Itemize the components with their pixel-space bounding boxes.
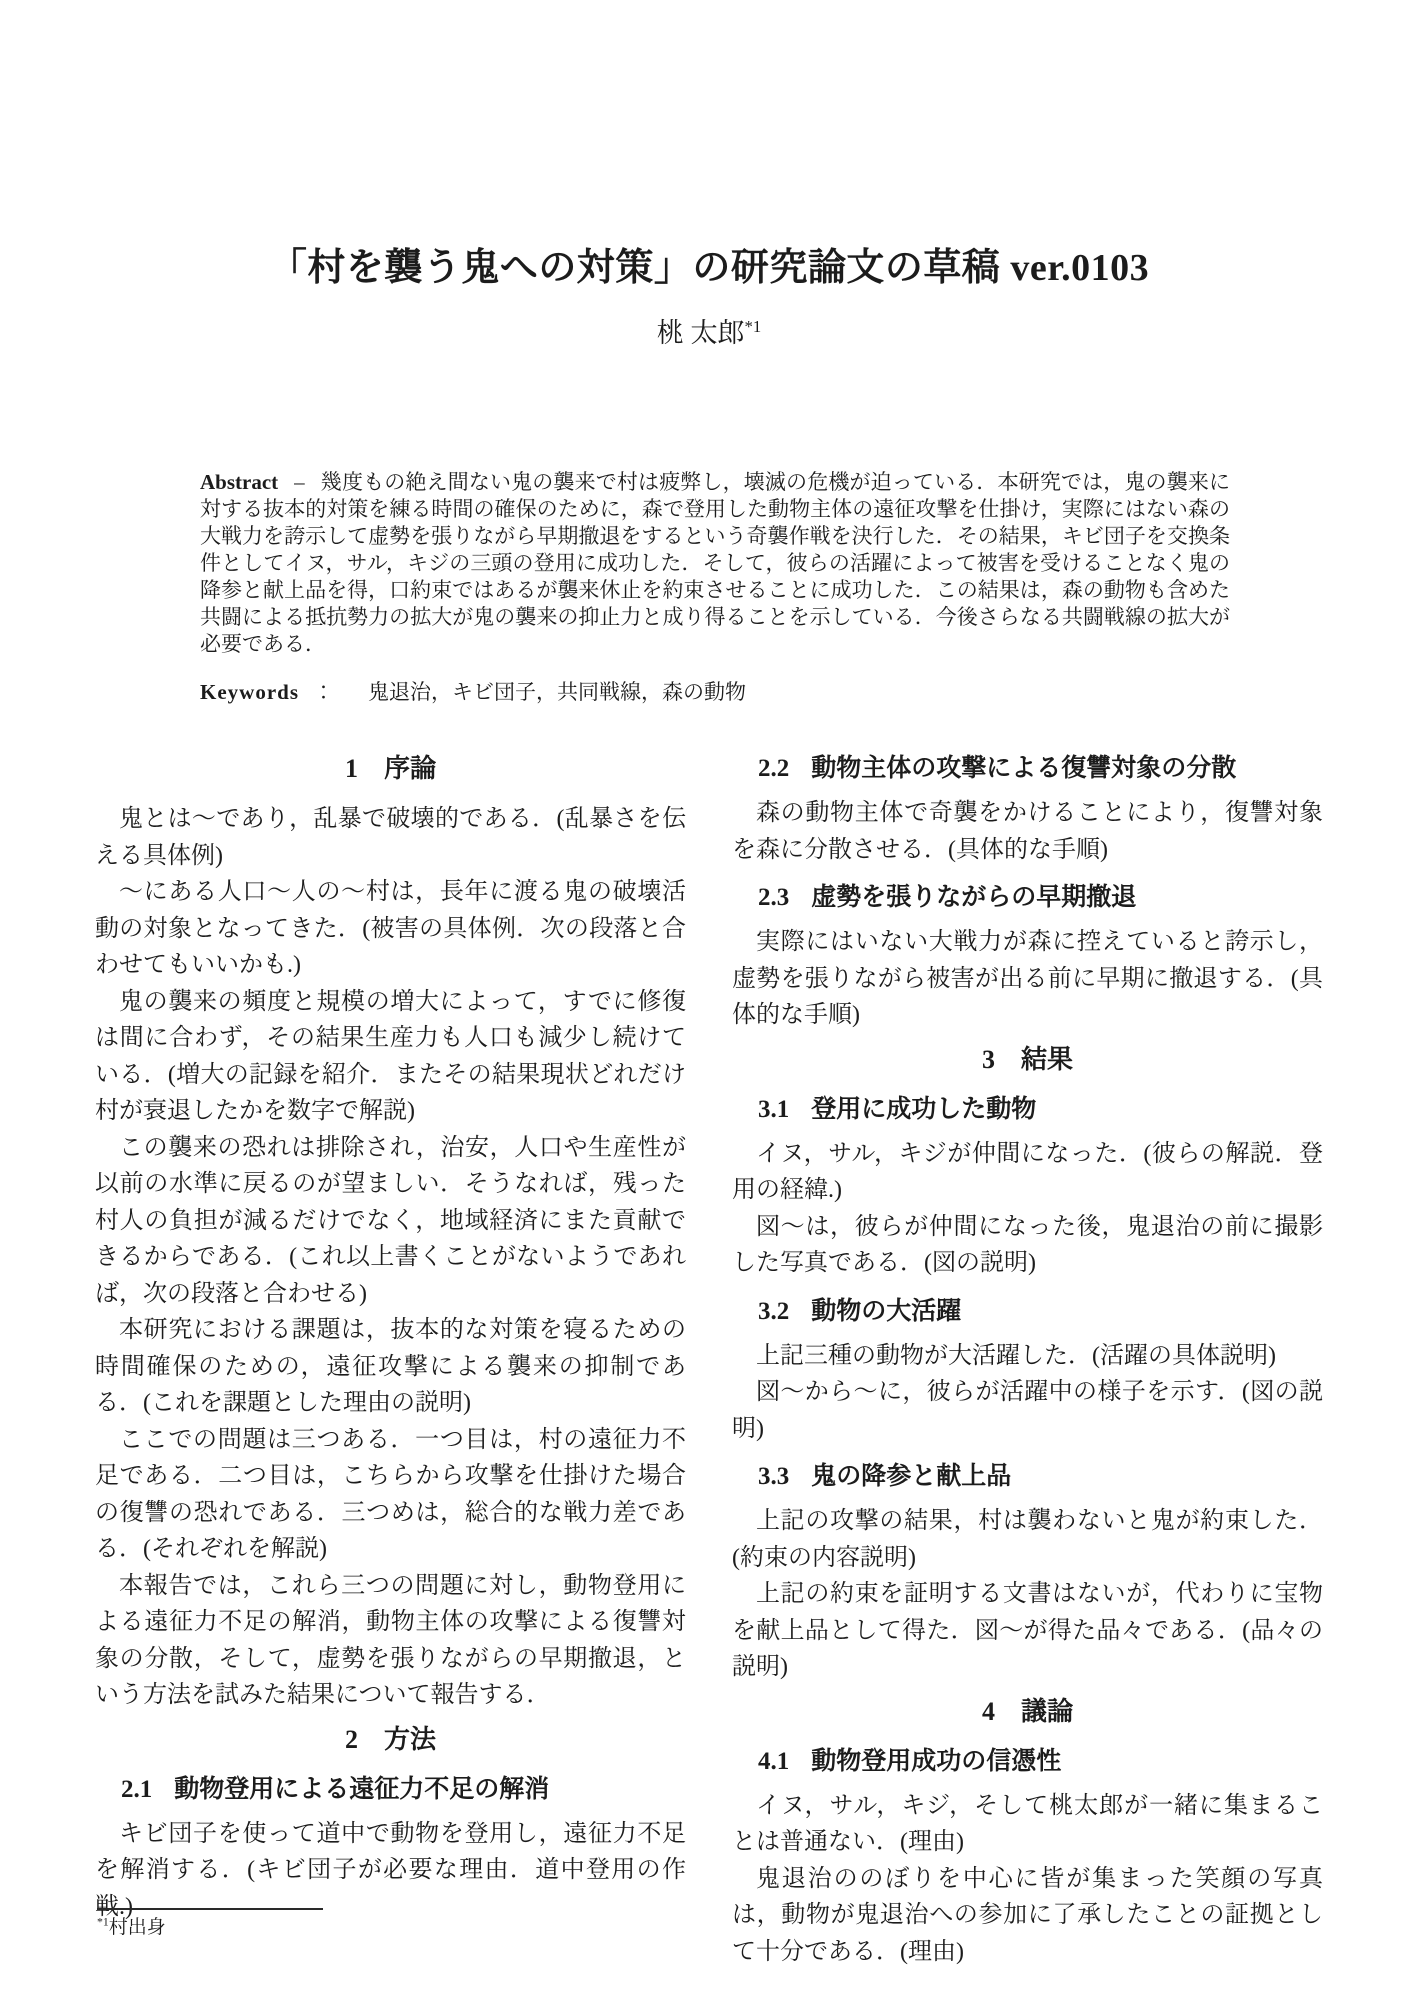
intro-paragraph: 鬼の襲来の頻度と規模の増大によって，すでに修復は間に合わず，その結果生産力も人口も減少し続けている．(増大の記録を紹介．またその結果現状どれだけ村が衰退したかを数字で解説) (95, 988, 687, 1124)
section-title: 序論 (383, 754, 436, 783)
section-number: 4 (981, 1696, 995, 1726)
results-paragraph: 上記の攻撃の結果，村は襲わないと鬼が約束した．(約束の内容説明) (732, 1508, 1323, 1571)
section-title: 結果 (1020, 1044, 1073, 1074)
subsection-title: 虚勢を張りながらの早期撤退 (811, 884, 1137, 911)
author-name: 桃 太郎 (656, 318, 745, 348)
method-paragraph: 実際にはいない大戦力が森に控えていると誇示し，虚勢を張りながら被害が出る前に早期に撤退する．(具体的な手順) (732, 929, 1323, 1028)
footnote-rule (97, 1908, 323, 1910)
subsection-number: 2.3 (758, 884, 790, 911)
keywords-text: 鬼退治，キビ団子，共同戦線，森の動物 (368, 680, 746, 704)
subsection-title: 動物登用による遠征力不足の解消 (174, 1775, 550, 1803)
subsection-number: 2.2 (758, 755, 790, 782)
abstract-text: 幾度もの絶え間ない鬼の襲来で村は疲弊し，壊滅の危機が迫っている．本研究では，鬼の襲来に対する抜本的対策を練る時間の確保のために，森で登用した動物主体の遠征攻撃を仕掛け，実際にはない森の大戦力を誇示して虚勢を張りながら早期撤退をするという奇襲作戦を決行した．その結果，キビ団子を交換条件としてイヌ，サル，キジの三頭の登用に成功した．そして，彼らの活躍によって被害を受けることなく鬼の降参と献上品を得，口約束ではあるが襲来休止を約束させることに成功した．この結果は，森の動物も含めた共闘による抵抗勢力の拡大が鬼の襲来の抑止力と成り得ることを示している．今後さらなる共闘戦線の拡大が必要である． (200, 470, 1230, 656)
subsection-number: 2.1 (121, 1775, 153, 1803)
footnote-text: 村出身 (108, 1917, 166, 1938)
method-paragraph: 森の動物主体で奇襲をかけることにより，復讐対象を森に分散させる．(具体的な手順) (732, 800, 1323, 863)
intro-paragraph: 本報告では，これら三つの問題に対し，動物登用による遠征力不足の解消，動物主体の攻撃による復讐対象の分散，そして，虚勢を張りながらの早期撤退，という方法を試みた結果について報告する． (95, 1572, 686, 1708)
section-heading-discussion (732, 1694, 1323, 1730)
abstract-block (200, 469, 1230, 658)
left-column (95, 751, 686, 1970)
intro-paragraph: ～にある人口～人の～村は，長年に渡る鬼の破壊活動の対象となってきた．(被害の具体例．次の段落と合わせてもいいかも.) (95, 879, 686, 978)
two-column-body (0, 751, 1418, 1970)
subsection-heading-3-1 (732, 1092, 1323, 1128)
subsection-heading-3-3 (732, 1459, 1323, 1495)
results-paragraph: 図～は，彼らが仲間になった後，鬼退治の前に撮影した写真である．(図の説明) (732, 1213, 1323, 1276)
paper-title: 「村を襲う鬼への対策」の研究論文の草稿 ver.0103 (268, 247, 1150, 289)
section-number: 1 (344, 754, 358, 783)
subsection-number: 3.1 (758, 1095, 790, 1123)
intro-paragraph: 鬼とは～であり，乱暴で破壊的である．(乱暴さを伝える具体例) (95, 806, 686, 869)
keywords-label: Keywords (200, 680, 299, 704)
discussion-paragraph: イヌ，サル，キジ，そして桃太郎が一緒に集まることは普通ない．(理由) (732, 1792, 1323, 1855)
subsection-title: 鬼の降参と献上品 (811, 1463, 1012, 1490)
subsection-heading-4-1 (732, 1744, 1323, 1780)
subsection-title: 動物主体の攻撃による復讐対象の分散 (811, 755, 1237, 782)
section-title: 議論 (1020, 1696, 1073, 1726)
subsection-heading-2-3 (732, 880, 1323, 916)
results-paragraph: 図～から～に，彼らが活躍中の様子を示す．(図の説明) (732, 1379, 1323, 1442)
abstract-label: Abstract (200, 470, 279, 494)
keywords-block (200, 679, 1230, 706)
discussion-paragraph: 鬼退治ののぼりを中心に皆が集まった笑顔の写真は，動物が鬼退治への参加に了承したことの証拠として十分である．(理由) (732, 1865, 1323, 1965)
section-heading-introduction (95, 751, 686, 787)
intro-paragraph: 本研究における課題は，抜本的な対策を寝るための時間確保のための，遠征攻撃による襲来の抑制である．(これを課題とした理由の説明) (95, 1317, 686, 1416)
footnote-block (97, 1908, 688, 1940)
subsection-title: 動物登用成功の信憑性 (811, 1747, 1062, 1775)
keywords-colon: ： (313, 680, 334, 704)
results-paragraph: 上記の約束を証明する文書はないが，代わりに宝物を献上品として得た．図～が得た品々である．(品々の説明) (732, 1581, 1323, 1680)
section-heading-results (732, 1042, 1323, 1078)
author-footnote-mark: *1 (744, 317, 762, 336)
method-paragraph: キビ団子を使って道中で動物を登用し，遠征力不足を解消する．(キビ団子が必要な理由．道中登用の作戦.) (95, 1820, 686, 1920)
subsection-title: 動物の大活躍 (811, 1297, 962, 1325)
section-number: 3 (981, 1044, 995, 1074)
subsection-heading-2-1 (95, 1772, 686, 1808)
section-title: 方法 (383, 1724, 436, 1754)
abstract-dash: – (294, 470, 305, 494)
subsection-heading-3-2 (732, 1294, 1323, 1330)
subsection-number: 3.3 (758, 1463, 790, 1490)
subsection-number: 4.1 (758, 1747, 790, 1775)
section-heading-method (95, 1722, 686, 1758)
subsection-number: 3.2 (758, 1297, 790, 1325)
footnote-line (97, 1916, 688, 1940)
intro-paragraph: ここでの問題は三つある．一つ目は，村の遠征力不足である．二つ目は，こちらから攻撃を仕掛けた場合の復讐の恐れである．三つめは，総合的な戦力差である．(それぞれを解説) (95, 1426, 686, 1562)
author-line (0, 318, 1418, 348)
right-column (732, 751, 1323, 1970)
footnote-mark: *1 (97, 1915, 109, 1929)
subsection-heading-2-2 (732, 751, 1323, 787)
subsection-title: 登用に成功した動物 (811, 1095, 1037, 1123)
results-paragraph: 上記三種の動物が大活躍した．(活躍の具体説明) (756, 1342, 1276, 1369)
intro-paragraph: この襲来の恐れは排除され，治安，人口や生産性が以前の水準に戻るのが望ましい．そうなれば，残った村人の負担が減るだけでなく，地域経済にまた貢献できるからである．(これ以上書くことがないようであれば，次の段落と合わせる) (95, 1134, 686, 1307)
section-number: 2 (344, 1724, 358, 1754)
results-paragraph: イヌ，サル，キジが仲間になった．(彼らの解説．登用の経緯.) (732, 1140, 1323, 1203)
